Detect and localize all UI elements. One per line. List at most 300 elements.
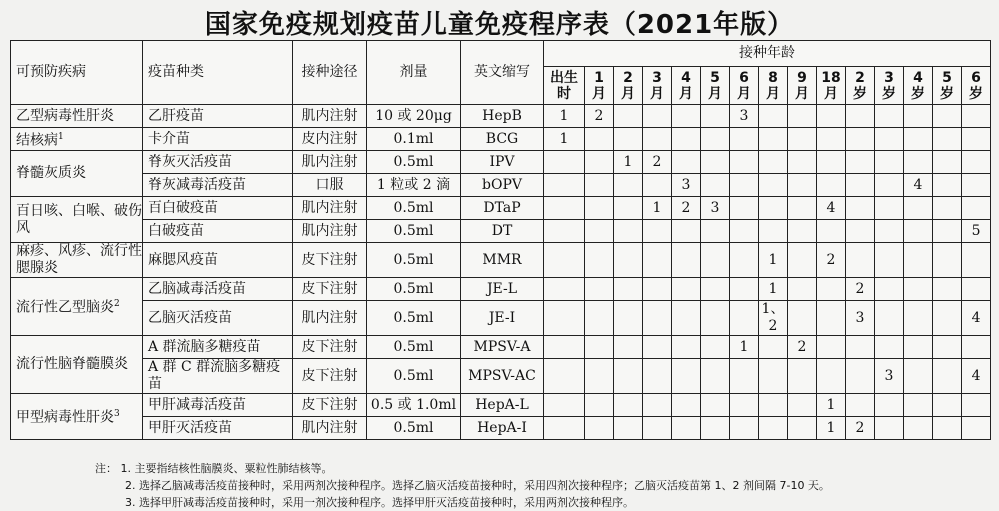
dose-number-cell [643, 243, 672, 278]
dose-number-cell [846, 359, 875, 394]
dose-number-cell [933, 243, 962, 278]
dose-number-cell [817, 301, 846, 336]
age-label-part: 6 [739, 69, 749, 86]
age-label-part: 岁 [940, 85, 954, 102]
age-label-part: 出生 [550, 69, 578, 86]
dose-number-cell [730, 301, 759, 336]
disease-name: 乙型病毒性肝炎 [16, 107, 114, 124]
dose-number-cell [788, 151, 817, 174]
age-label-part: 月 [708, 85, 722, 102]
dose-number-cell [933, 151, 962, 174]
dose-number-cell [846, 220, 875, 243]
dose-number-cell: 1 [544, 105, 585, 128]
dose-number-cell [846, 151, 875, 174]
route-cell: 肌内注射 [293, 151, 367, 174]
dose-number-cell [817, 359, 846, 394]
route-cell: 肌内注射 [293, 105, 367, 128]
dose-number-cell [788, 128, 817, 151]
dose-number-cell [788, 359, 817, 394]
age-label-part: 4 [681, 69, 691, 86]
dose-number-cell [875, 174, 904, 197]
dose-number-cell [585, 128, 614, 151]
notes-prefix: 注： [95, 462, 117, 475]
dose-number-cell [672, 301, 701, 336]
dose-number-cell [701, 301, 730, 336]
dose-number-cell [544, 301, 585, 336]
dose-number-cell: 1 [730, 336, 759, 359]
dose-number-cell [846, 243, 875, 278]
vaccine-name: 白破疫苗 [143, 220, 293, 243]
dose-number-cell [875, 220, 904, 243]
abbr-cell: IPV [461, 151, 544, 174]
dose-cell: 1 粒或 2 滴 [367, 174, 461, 197]
dose-number-cell [788, 417, 817, 440]
dose-number-cell [933, 220, 962, 243]
footnote-2: 2. 选择乙脑减毒活疫苗接种时，采用两剂次接种程序。选择乙脑灭活疫苗接种时，采用四剂次接种程序；乙脑灭活疫苗第 1、2 剂间隔 7-10 天。 [125, 479, 830, 492]
disease-cell [11, 151, 143, 197]
dose-number-cell [759, 394, 788, 417]
age-label-part: 月 [824, 85, 838, 102]
dose-cell: 0.5ml [367, 336, 461, 359]
disease-name: 百日咳、白喉、破伤风 [16, 202, 142, 236]
table-row [11, 151, 991, 174]
route-cell: 皮内注射 [293, 128, 367, 151]
dose-number-cell [643, 128, 672, 151]
vaccine-name: A 群流脑多糖疫苗 [143, 336, 293, 359]
age-label-part: 月 [795, 85, 809, 102]
abbr-cell: JE-I [461, 301, 544, 336]
table-row [11, 359, 991, 394]
footnote-ref: 2 [114, 299, 120, 310]
age-header-14 [962, 67, 991, 105]
dose-number-cell [544, 243, 585, 278]
footnote-1: 1. 主要指结核性脑膜炎、粟粒性肺结核等。 [120, 462, 333, 475]
dose-number-cell [904, 243, 933, 278]
dose-number-cell [933, 417, 962, 440]
dose-number-cell [585, 278, 614, 301]
age-header-11 [875, 67, 904, 105]
abbr-cell: HepA-I [461, 417, 544, 440]
age-header-12 [904, 67, 933, 105]
vaccine-name: 乙脑灭活疫苗 [143, 301, 293, 336]
age-header-0 [544, 67, 585, 105]
dose-number-cell [701, 278, 730, 301]
dose-number-cell [614, 128, 643, 151]
header-dose: 剂量 [367, 41, 461, 105]
disease-cell [11, 197, 143, 243]
footnote-3: 3. 选择甲肝减毒活疫苗接种时，采用一剂次接种程序。选择甲肝灭活疫苗接种时，采用两剂次接种程序。 [125, 496, 634, 509]
dose-number-cell [875, 128, 904, 151]
dose-number-cell [643, 220, 672, 243]
age-label-part: 18 [821, 69, 841, 86]
route-cell: 肌内注射 [293, 220, 367, 243]
dose-number-cell [904, 105, 933, 128]
header-abbr: 英文缩写 [461, 41, 544, 105]
dose-number-cell [730, 197, 759, 220]
dose-number-cell [759, 174, 788, 197]
dose-number-cell: 3 [672, 174, 701, 197]
disease-name: 流行性脑脊髓膜炎 [16, 356, 128, 372]
age-header-7 [759, 67, 788, 105]
age-header-3 [643, 67, 672, 105]
dose-number-cell [614, 278, 643, 301]
table-row [11, 243, 991, 278]
dose-number-cell [730, 359, 759, 394]
dose-number-cell [759, 359, 788, 394]
dose-number-cell [933, 174, 962, 197]
abbr-cell: JE-L [461, 278, 544, 301]
dose-number-cell [643, 301, 672, 336]
dose-number-cell [614, 243, 643, 278]
dose-number-cell [643, 359, 672, 394]
dose-number-cell [701, 128, 730, 151]
dose-cell: 0.1ml [367, 128, 461, 151]
dose-number-cell [585, 417, 614, 440]
dose-number-cell [643, 417, 672, 440]
dose-number-cell [817, 336, 846, 359]
dose-number-cell [759, 220, 788, 243]
age-label-part: 月 [650, 85, 664, 102]
dose-cell: 0.5ml [367, 197, 461, 220]
dose-number-cell [643, 336, 672, 359]
footnote-ref: 3 [114, 409, 120, 420]
dose-number-cell [933, 197, 962, 220]
dose-number-cell [788, 243, 817, 278]
dose-number-cell [614, 336, 643, 359]
route-cell: 皮下注射 [293, 359, 367, 394]
dose-number-cell [904, 301, 933, 336]
table-row [11, 174, 991, 197]
dose-cell: 0.5ml [367, 151, 461, 174]
age-header-5 [701, 67, 730, 105]
table-row [11, 105, 991, 128]
dose-cell: 0.5ml [367, 359, 461, 394]
age-label-part: 岁 [969, 85, 984, 102]
dose-number-cell [585, 301, 614, 336]
age-header-10 [846, 67, 875, 105]
disease-cell [11, 105, 143, 128]
dose-number-cell [701, 174, 730, 197]
dose-cell: 0.5ml [367, 278, 461, 301]
dose-number-cell [585, 174, 614, 197]
dose-number-cell: 3 [875, 359, 904, 394]
dose-number-cell [614, 174, 643, 197]
dose-number-cell [962, 394, 991, 417]
dose-number-cell [643, 174, 672, 197]
dose-number-cell [933, 336, 962, 359]
abbr-cell: DTaP [461, 197, 544, 220]
dose-number-cell [962, 417, 991, 440]
disease-cell [11, 394, 143, 440]
abbr-cell: HepA-L [461, 394, 544, 417]
dose-number-cell [544, 151, 585, 174]
dose-number-cell [962, 174, 991, 197]
age-header-6 [730, 67, 759, 105]
age-label-part: 3 [884, 69, 894, 86]
dose-number-cell [730, 417, 759, 440]
dose-number-cell [585, 151, 614, 174]
age-label-part: 2 [623, 69, 633, 86]
age-header-1 [585, 67, 614, 105]
dose-number-cell [817, 105, 846, 128]
dose-number-cell [875, 394, 904, 417]
abbr-cell: bOPV [461, 174, 544, 197]
dose-number-cell [544, 336, 585, 359]
dose-number-cell [788, 220, 817, 243]
disease-name: 流行性乙型脑炎 [16, 299, 114, 316]
dose-number-cell [544, 174, 585, 197]
disease-cell [11, 243, 143, 278]
age-label-part: 月 [621, 85, 635, 102]
dose-number-cell [846, 105, 875, 128]
dose-cell: 0.5ml [367, 301, 461, 336]
vaccine-name: 脊灰减毒活疫苗 [143, 174, 293, 197]
dose-number-cell: 1 [614, 151, 643, 174]
dose-number-cell [759, 417, 788, 440]
dose-number-cell: 1 [759, 243, 788, 278]
dose-number-cell [933, 105, 962, 128]
age-label-part: 月 [679, 85, 693, 102]
dose-cell: 0.5ml [367, 417, 461, 440]
age-label-part: 2 [855, 69, 865, 86]
dose-number-cell [962, 105, 991, 128]
disease-name: 甲型病毒性肝炎 [16, 409, 114, 426]
dose-number-cell: 4 [962, 359, 991, 394]
age-header-13 [933, 67, 962, 105]
age-header-9 [817, 67, 846, 105]
dose-number-cell [875, 417, 904, 440]
age-label-part: 5 [710, 69, 720, 86]
dose-number-cell [585, 336, 614, 359]
dose-number-cell: 2 [846, 278, 875, 301]
dose-number-cell [788, 301, 817, 336]
vaccine-name: 甲肝减毒活疫苗 [143, 394, 293, 417]
dose-number-cell [672, 151, 701, 174]
dose-number-cell [730, 394, 759, 417]
table-row [11, 220, 991, 243]
dose-number-cell [730, 220, 759, 243]
dose-number-cell [875, 278, 904, 301]
dose-number-cell: 1 [643, 197, 672, 220]
dose-number-cell [846, 128, 875, 151]
dose-number-cell [544, 417, 585, 440]
dose-number-cell [933, 359, 962, 394]
table-row [11, 128, 991, 151]
vaccine-name: A 群 C 群流脑多糖疫苗 [143, 359, 293, 394]
age-label-part: 5 [942, 69, 952, 86]
age-header-8 [788, 67, 817, 105]
age-label-part: 4 [913, 69, 923, 86]
dose-number-cell [672, 359, 701, 394]
age-label-part: 月 [737, 85, 751, 102]
dose-number-cell [788, 278, 817, 301]
age-label-part: 月 [766, 85, 780, 102]
dose-number-cell [701, 243, 730, 278]
abbr-cell: MPSV-A [461, 336, 544, 359]
disease-name: 脊髓灰质炎 [16, 165, 86, 181]
dose-number-cell [701, 336, 730, 359]
dose-number-cell [817, 151, 846, 174]
dose-number-cell [904, 336, 933, 359]
vaccine-name: 麻腮风疫苗 [143, 243, 293, 278]
dose-number-cell [672, 220, 701, 243]
dose-number-cell: 1、2 [759, 301, 788, 336]
dose-number-cell [962, 197, 991, 220]
dose-number-cell: 1 [817, 394, 846, 417]
dose-number-cell [643, 278, 672, 301]
dose-number-cell: 1 [544, 128, 585, 151]
vaccine-name: 乙脑减毒活疫苗 [143, 278, 293, 301]
dose-number-cell [544, 278, 585, 301]
dose-number-cell: 4 [817, 197, 846, 220]
dose-number-cell [614, 105, 643, 128]
abbr-cell: BCG [461, 128, 544, 151]
dose-number-cell [962, 128, 991, 151]
dose-number-cell [544, 220, 585, 243]
dose-number-cell: 4 [904, 174, 933, 197]
dose-number-cell [846, 336, 875, 359]
vaccine-name: 百白破疫苗 [143, 197, 293, 220]
abbr-cell: HepB [461, 105, 544, 128]
dose-number-cell [544, 197, 585, 220]
dose-number-cell [614, 394, 643, 417]
dose-number-cell [904, 220, 933, 243]
dose-number-cell [817, 128, 846, 151]
dose-number-cell [730, 243, 759, 278]
table-row [11, 301, 991, 336]
dose-number-cell: 5 [962, 220, 991, 243]
dose-number-cell [846, 197, 875, 220]
dose-number-cell [585, 243, 614, 278]
dose-number-cell [759, 336, 788, 359]
age-header-4 [672, 67, 701, 105]
age-label-part: 岁 [853, 85, 867, 102]
dose-number-cell: 1 [817, 417, 846, 440]
age-label-part: 月 [592, 85, 606, 102]
dose-number-cell [962, 278, 991, 301]
dose-number-cell [904, 128, 933, 151]
footnote-ref: 1 [58, 131, 64, 142]
age-label-part: 岁 [882, 85, 896, 102]
header-age-group: 接种年龄 [544, 41, 991, 67]
dose-number-cell [672, 394, 701, 417]
header-vaccine: 疫苗种类 [143, 41, 293, 105]
route-cell: 口服 [293, 174, 367, 197]
age-header-2 [614, 67, 643, 105]
dose-number-cell [962, 336, 991, 359]
dose-number-cell [672, 336, 701, 359]
route-cell: 肌内注射 [293, 197, 367, 220]
dose-number-cell [759, 105, 788, 128]
header-route: 接种途径 [293, 41, 367, 105]
dose-number-cell [788, 174, 817, 197]
dose-number-cell [875, 197, 904, 220]
dose-number-cell [904, 151, 933, 174]
dose-number-cell [846, 394, 875, 417]
dose-number-cell [614, 301, 643, 336]
table-row [11, 197, 991, 220]
page-title: 国家免疫规划疫苗儿童免疫程序表（2021年版） [204, 10, 795, 40]
vaccine-name: 脊灰灭活疫苗 [143, 151, 293, 174]
dose-number-cell [875, 301, 904, 336]
dose-number-cell: 2 [788, 336, 817, 359]
footnote-line [95, 460, 830, 477]
dose-number-cell [817, 174, 846, 197]
age-label-part: 8 [768, 69, 778, 86]
dose-number-cell [875, 105, 904, 128]
dose-number-cell [875, 243, 904, 278]
age-label-part: 时 [557, 85, 571, 102]
dose-number-cell [701, 417, 730, 440]
dose-number-cell [962, 243, 991, 278]
dose-number-cell [614, 359, 643, 394]
dose-number-cell [904, 417, 933, 440]
abbr-cell: MPSV-AC [461, 359, 544, 394]
dose-number-cell [614, 220, 643, 243]
immunization-schedule-table [10, 40, 991, 440]
age-label-part: 9 [797, 69, 807, 86]
vaccine-name: 乙肝疫苗 [143, 105, 293, 128]
dose-number-cell [672, 278, 701, 301]
disease-cell [11, 128, 143, 151]
route-cell: 肌内注射 [293, 417, 367, 440]
dose-number-cell [846, 174, 875, 197]
disease-cell [11, 336, 143, 394]
table-row [11, 336, 991, 359]
route-cell: 皮下注射 [293, 394, 367, 417]
dose-cell: 0.5ml [367, 220, 461, 243]
age-label-part: 岁 [911, 85, 925, 102]
dose-number-cell [672, 105, 701, 128]
dose-number-cell [701, 394, 730, 417]
dose-number-cell: 2 [672, 197, 701, 220]
dose-number-cell [701, 220, 730, 243]
age-label-part: 3 [652, 69, 662, 86]
dose-number-cell [817, 278, 846, 301]
dose-number-cell [614, 417, 643, 440]
vaccine-name: 卡介苗 [143, 128, 293, 151]
dose-number-cell [643, 394, 672, 417]
footnotes [95, 460, 830, 511]
dose-number-cell: 3 [846, 301, 875, 336]
dose-number-cell: 2 [817, 243, 846, 278]
dose-number-cell [875, 151, 904, 174]
route-cell: 皮下注射 [293, 243, 367, 278]
dose-number-cell: 3 [701, 197, 730, 220]
dose-number-cell [817, 220, 846, 243]
dose-number-cell [933, 128, 962, 151]
disease-name: 结核病 [16, 132, 58, 149]
dose-number-cell [962, 151, 991, 174]
dose-number-cell [672, 128, 701, 151]
dose-number-cell [788, 394, 817, 417]
footnote-line [95, 494, 830, 511]
dose-number-cell [585, 197, 614, 220]
disease-name: 麻疹、风疹、流行性腮腺炎 [16, 243, 142, 276]
dose-number-cell [544, 359, 585, 394]
schedule-body [11, 105, 991, 440]
table-row [11, 278, 991, 301]
route-cell: 肌内注射 [293, 301, 367, 336]
dose-number-cell [672, 243, 701, 278]
dose-number-cell [788, 197, 817, 220]
dose-number-cell [701, 105, 730, 128]
dose-number-cell [585, 359, 614, 394]
abbr-cell: MMR [461, 243, 544, 278]
dose-number-cell: 2 [643, 151, 672, 174]
dose-number-cell [544, 394, 585, 417]
dose-number-cell [875, 336, 904, 359]
